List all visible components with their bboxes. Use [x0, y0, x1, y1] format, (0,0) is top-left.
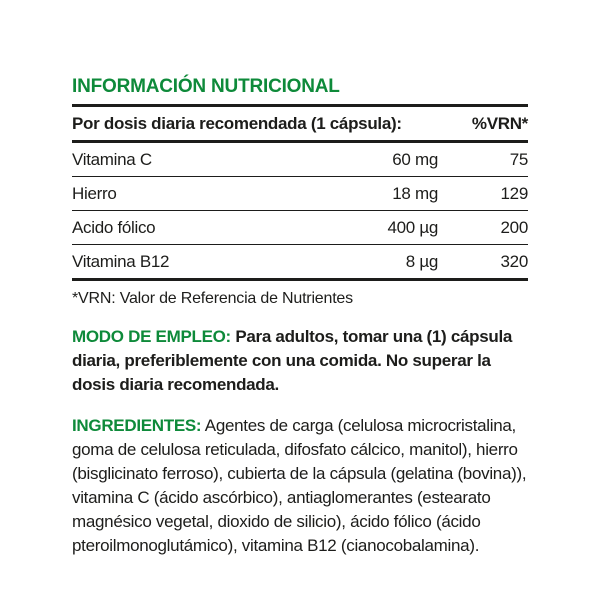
- usage-label: MODO DE EMPLEO:: [72, 327, 231, 346]
- nutrition-table: [72, 104, 528, 281]
- nutrient-name: Hierro: [72, 184, 117, 203]
- page-title: INFORMACIÓN NUTRICIONAL: [72, 76, 340, 97]
- usage-paragraph: [72, 325, 528, 397]
- nutrient-name: Vitamina C: [72, 150, 152, 169]
- vrn-footnote: *VRN: Valor de Referencia de Nutrientes: [72, 290, 353, 307]
- ingredients-label: INGREDIENTES:: [72, 416, 202, 435]
- table-header-row: [72, 107, 528, 143]
- table-header-vrn-label: %VRN*: [471, 114, 528, 133]
- table-row: [72, 177, 528, 211]
- table-rows: [72, 143, 528, 281]
- nutrient-amount: 400 µg: [387, 218, 438, 237]
- table-header-dose-label: Por dosis diaria recomendada (1 cápsula):: [72, 114, 402, 133]
- nutrient-vrn: 75: [509, 150, 528, 169]
- table-row: [72, 245, 528, 281]
- ingredients-paragraph: [72, 414, 528, 558]
- nutrient-vrn: 200: [500, 218, 528, 237]
- ingredients-text: Agentes de carga (celulosa microcristalina, goma de celulosa reticulada, difosfato cálcico, manitol), hierro (bisglicinato ferroso), cubierta de la cápsula (gelatina (bovina)), vitamina C (ácido ascórbico), antiaglomerantes (estearato magnésico vegetal, dioxido de silicio), ácido fólico (ácido pteroilmonoglutámico), vitamina B12 (cianocobalamina).: [72, 416, 527, 555]
- nutrient-amount: 18 mg: [392, 184, 438, 203]
- nutrient-name: Vitamina B12: [72, 252, 170, 271]
- nutrition-label-panel: [72, 76, 528, 558]
- nutrient-vrn: 129: [500, 184, 528, 203]
- table-row: [72, 143, 528, 177]
- table-row: [72, 211, 528, 245]
- nutrient-vrn: 320: [500, 252, 528, 271]
- nutrient-name: Acido fólico: [72, 218, 156, 237]
- nutrient-amount: 60 mg: [392, 150, 438, 169]
- usage-text: Para adultos, tomar una (1) cápsula diaria, preferiblemente con una comida. No superar la dosis diaria recomendada.: [72, 327, 513, 394]
- nutrient-amount: 8 µg: [405, 252, 438, 271]
